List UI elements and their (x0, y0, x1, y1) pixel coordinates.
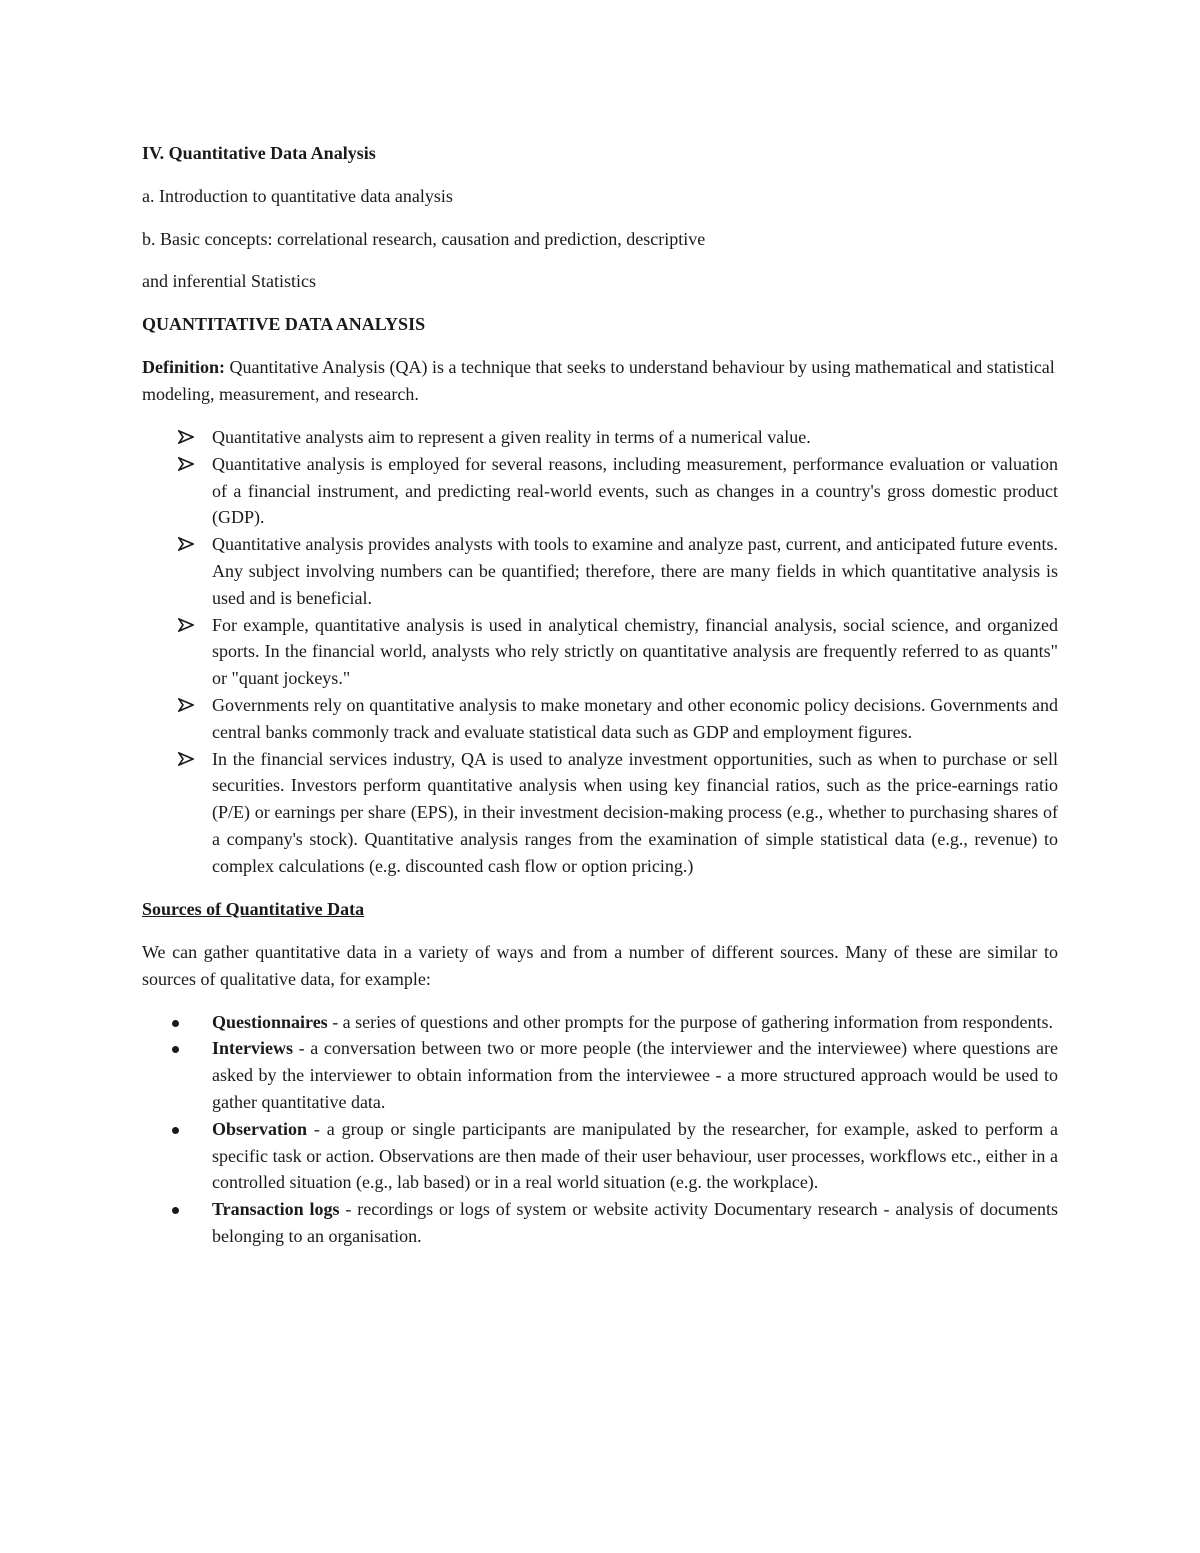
arrowhead-bullet-icon (178, 531, 198, 557)
list-item (142, 746, 1058, 880)
list-item (142, 612, 1058, 692)
list-item (142, 1009, 1058, 1036)
source-term: Questionnaires (212, 1011, 328, 1032)
source-term: Observation (212, 1118, 308, 1139)
point-text: Governments rely on quantitative analysis to make monetary and other economic policy decisions. Governments and central banks commonly track and evaluate statistical data such as GDP and employment figures. (212, 694, 1058, 742)
definition-text: Quantitative Analysis (QA) is a technique that seeks to understand behaviour by using mathematical and statistical modeling, measurement, and research. (142, 357, 1055, 404)
intro-item-b-continued: and inferential Statistics (142, 271, 316, 291)
bullet-dot-icon (172, 1127, 179, 1134)
source-term: Interviews (212, 1038, 293, 1059)
section-title: IV. Quantitative Data Analysis (142, 143, 376, 163)
point-text: For example, quantitative analysis is used in analytical chemistry, financial analysis, social science, and organized sports. In the financial world, analysts who rely strictly on quantitative analysis are frequently referred to as quants" or "quant jockeys." (212, 614, 1058, 689)
list-item (142, 1196, 1058, 1250)
definition-label: Definition: (142, 357, 225, 377)
point-text: Quantitative analysts aim to represent a given reality in terms of a numerical value. (212, 427, 811, 447)
source-term: Transaction logs (212, 1199, 340, 1220)
intro-item-a: a. Introduction to quantitative data analysis (142, 186, 453, 206)
main-heading: QUANTITATIVE DATA ANALYSIS (142, 314, 426, 334)
definition-paragraph (142, 354, 1058, 408)
arrowhead-bullet-icon (178, 746, 198, 772)
list-item (142, 1116, 1058, 1196)
point-text: In the financial services industry, QA is used to analyze investment opportunities, such as when to purchase or sell securities. Investors perform quantitative analysis when using key financial ratios, such as the price-earnings ratio (P/E) or earnings per share (EPS), in their investment decision-making process (e.g., whether to purchasing shares of a company's stock). Quantitative analysis ranges from the examination of simple statistical data (e.g., revenue) to complex calculations (e.g. discounted cash flow or option pricing.) (212, 748, 1058, 876)
arrowhead-bullet-icon (178, 612, 198, 638)
list-item (142, 531, 1058, 611)
point-text: Quantitative analysis is employed for several reasons, including measurement, performance evaluation or valuation of a financial instrument, and predicting real-world events, such as changes in a country's gross domestic product (GDP). (212, 453, 1058, 528)
source-text: - a conversation between two or more people (the interviewer and the interviewee) where questions are asked by the interviewer to obtain information from the interviewee - a more structured approach would be used to gather quantitative data. (212, 1038, 1058, 1112)
list-item (142, 424, 1058, 451)
points-list (142, 424, 1058, 880)
arrowhead-bullet-icon (178, 692, 198, 718)
intro-item-b: b. Basic concepts: correlational research, causation and prediction, descriptive (142, 229, 706, 249)
source-text: - a group or single participants are manipulated by the researcher, for example, asked to perform a specific task or action. Observations are then made of their user behaviour, user processes, workflows etc., either in a controlled situation (e.g., lab based) or in a real world situation (e.g. the workplace). (212, 1118, 1058, 1193)
list-item (142, 692, 1058, 746)
list-item (142, 451, 1058, 531)
arrowhead-bullet-icon (178, 451, 198, 477)
sources-list (142, 1009, 1058, 1250)
sources-heading: Sources of Quantitative Data (142, 898, 365, 919)
point-text: Quantitative analysis provides analysts with tools to examine and analyze past, current, and anticipated future events. Any subject involving numbers can be quantified; therefore, there are many fields in which quantitative analysis is used and is beneficial. (212, 534, 1058, 608)
bullet-dot-icon (172, 1046, 179, 1053)
arrowhead-bullet-icon (178, 424, 198, 450)
source-text: - recordings or logs of system or website activity Documentary research - analysis of documents belonging to an organisation. (212, 1199, 1058, 1246)
bullet-dot-icon (172, 1020, 179, 1027)
source-text: - a series of questions and other prompts for the purpose of gathering information from respondents. (327, 1011, 1054, 1032)
list-item (142, 1035, 1058, 1115)
sources-intro: We can gather quantitative data in a variety of ways and from a number of different sources. Many of these are similar to sources of qualitative data, for example: (142, 941, 1058, 989)
bullet-dot-icon (172, 1207, 179, 1214)
document-page (142, 140, 1058, 1250)
